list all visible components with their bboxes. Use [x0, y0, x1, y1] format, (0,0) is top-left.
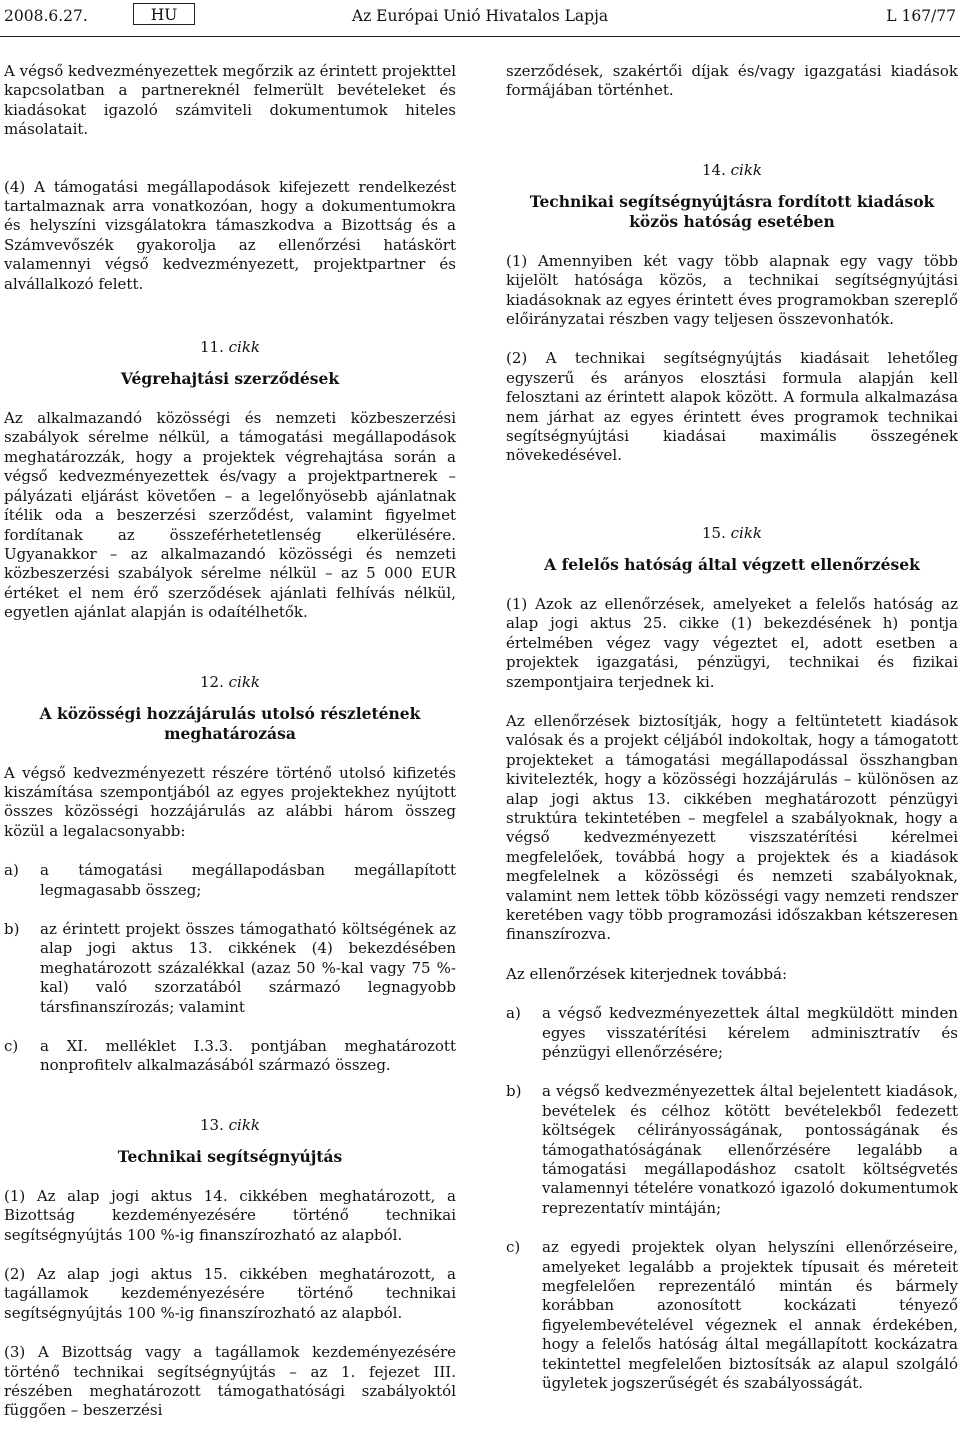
article-word: cikk: [228, 338, 261, 357]
paragraph: Az alkalmazandó közösségi és nemzeti közbeszerzési szabályok sérelme nélkül, a támogatási megállapodások meghatározzák, hogy a projektek végrehajtása során a végső kedvezményezettek és/vagy a projektpartnerek – pályázati eljárást követően – a legelőnyösebb ajánlatnak ítélik oda a beszerzési szerződést, valamint figyelmet fordítanak az összeférhetetlenség elkerülésére. Ugyanakkor – az alkalmazandó közösségi és nemzeti közbeszerzési szabályok sérelme nélkül – az 5 000 EUR értéket el nem érő szerződések ajánlati felhívás nélkül, egyetlen ajánlat alapján is odaítélhetők.: [4, 409, 456, 622]
list-item-label: c): [506, 1238, 521, 1257]
article-word: cikk: [730, 523, 763, 542]
article-word: cikk: [730, 160, 763, 179]
right-column: [506, 62, 958, 1394]
language-code-box: HU: [133, 3, 195, 25]
paragraph: (1) Amennyiben két vagy több alapnak egy vagy több kijelölt hatósága közös, a technikai segítségnyújtási kiadásoknak az egyes érintett éves programokban szereplő előirányzatai részben vagy teljesen összevonhatók.: [506, 251, 958, 329]
article-title: Technikai segítségnyújtásra fordított kiadások közös hatóság esetében: [529, 191, 935, 231]
paragraph: (2) A technikai segítségnyújtás kiadásait lehetőleg egyszerű és arányos elosztási formula alapján kell felosztani az érintett alapok között. A formula alkalmazása nem járhat az egyes érintett éves programok technikai segítségnyújtási kiadásai maximális összegének növekedésével.: [506, 349, 958, 465]
list-item: [506, 1004, 958, 1062]
article-number: [4, 673, 456, 692]
article-title: A közösségi hozzájárulás utolsó részletének meghatározása: [39, 703, 421, 743]
journal-title: Az Európai Unió Hivatalos Lapja: [351, 7, 609, 25]
paragraph: A végső kedvezményezett részére történő utolsó kifizetés kiszámítása szempontjából az egyes projektekhez nyújtott összes közösségi hozzájárulás az alábbi három összeg közül a legalacsonyabb:: [4, 763, 456, 840]
page-header: [0, 0, 960, 40]
article-number: [506, 524, 958, 543]
list-item: [506, 1082, 958, 1218]
page-reference: L 167/77: [886, 7, 956, 25]
list-item-label: b): [506, 1082, 522, 1101]
article-number-value: 12.: [199, 672, 224, 691]
list-item-label: a): [4, 861, 19, 880]
paragraph: (4) A támogatási megállapodások kifejezett rendelkezést tartalmaznak arra vonatkozóan, hogy a dokumentumokra és helyszíni vizsgálatokra támaszkodva a Bizottság és a Számvevőszék gyakorolja az ellenőrzési hatáskört valamennyi végső kedvezményezett, projektpartner és alvállalkozó felett.: [4, 177, 456, 293]
article-number: [506, 161, 958, 180]
article-word: cikk: [228, 672, 261, 691]
list-item-text: az egyedi projektek olyan helyszíni ellenőrzéseire, amelyeket legalább a projektek típusait és méreteit megfelelően reprezentáló mintán és bármely korábban azonosított kockázati tényező figyelembevételével végeznek el annak érdekében, hogy a felelős hatóság által megállapított kockázatra tekintettel megfelelően biztosítsák az alapul szolgáló ügyletek jogszerűségét és szabályosságát.: [542, 1238, 958, 1393]
header-divider: [0, 36, 960, 37]
article-number-value: 11.: [199, 338, 224, 357]
list-item-text: a végső kedvezményezettek által bejelentett kiadások, bevételek és célhoz kötött bevételekből fedezett költségek célirányosságának, pontosságának és támogathatóságának ellenőrzésére legalább a támogatási megállapodáshoz csatolt költségvetés valamennyi tételére vonatkozó igazoló dokumentumok reprezentatív mintáján;: [542, 1082, 958, 1217]
article-number: [4, 1116, 456, 1135]
list-item-text: a XI. melléklet I.3.3. pontjában meghatározott nonprofitelv alkalmazásából származó összeg.: [40, 1037, 456, 1075]
article-title: Végrehajtási szerződések: [120, 369, 340, 389]
paragraph: Az ellenőrzések biztosítják, hogy a feltüntetett kiadások valósak és a projekt céljából indokoltak, hogy a támogatott projekteket a támogatási megállapodással összhangban kivitelezték, hogy a közösségi hozzájárulás – különösen az alap jogi aktus 13. cikkében meghatározott pénzügyi struktúra tekintetében – megfelel a szabályoknak, hogy a végső kedvezményezett viszszatérítési kérelmei megfelelőek, továbbá hogy a projektek és a kiadások megfelelnek a közösségi és nemzeti szabályoknak, valamint nem lettek több közösségi vagy nemzeti rendszer keretében vagy több programozási időszakban kétszeresen finanszírozva.: [506, 711, 958, 944]
list-item: [506, 1238, 958, 1393]
header-date: 2008.6.27.: [4, 7, 88, 25]
list-item-label: c): [4, 1037, 19, 1055]
paragraph: (1) Azok az ellenőrzések, amelyeket a felelős hatóság az alap jogi aktus 25. cikke (1) bekezdésének h) pontja értelmében végez vagy végeztet el, adott esetben a projektek igazgatási, pénzügyi, technikai és fizikai szempontjaira terjednek ki.: [506, 594, 958, 691]
paragraph: szerződések, szakértői díjak és/vagy igazgatási kiadások formájában történhet.: [506, 62, 958, 100]
article-title: Technikai segítségnyújtás: [117, 1146, 343, 1166]
list-item-label: b): [4, 919, 20, 938]
article-number: [4, 338, 456, 357]
paragraph: (1) Az alap jogi aktus 14. cikkében meghatározott, a Bizottság kezdeményezésére történő technikai segítségnyújtás 100 %-ig finanszírozható az alapból.: [4, 1186, 456, 1244]
paragraph: A végső kedvezményezettek megőrzik az érintett projekttel kapcsolatban a partnereknél felmerült bevételeket és kiadásokat igazoló számviteli dokumentumok hiteles másolatait.: [4, 62, 457, 139]
article-number-value: 15.: [701, 523, 726, 542]
list-item-text: az érintett projekt összes támogatható költségének az alap jogi aktus 13. cikkének (4) bekezdésében meghatározott százalékkal (azaz 50 %-kal vagy 75 %-kal) való szorzatából származó legnagyobb társfinanszírozás; valamint: [40, 919, 456, 1016]
article-number-value: 14.: [701, 160, 726, 179]
list-item-label: a): [506, 1004, 521, 1023]
article-title: A felelős hatóság által végzett ellenőrzések: [544, 554, 920, 574]
paragraph: (3) A Bizottság vagy a tagállamok kezdeményezésére történő technikai segítségnyújtás – az 1. fejezet III. részében meghatározott támogathatósági szabályoktól függően – beszerzési: [4, 1343, 456, 1420]
article-number-value: 13.: [199, 1115, 224, 1134]
list-item: [4, 861, 456, 900]
list-item: [4, 1037, 456, 1076]
list-item-text: a végső kedvezményezettek által megküldött minden egyes visszatérítési kérelem adminisztratív és pénzügyi ellenőrzésére;: [542, 1004, 958, 1061]
paragraph: (2) Az alap jogi aktus 15. cikkében meghatározott, a tagállamok kezdeményezésére történő technikai segítségnyújtás 100 %-ig finanszírozható az alapból.: [4, 1265, 456, 1322]
list-item-text: a támogatási megállapodásban megállapított legmagasabb összeg;: [40, 861, 456, 899]
list-item: [4, 920, 456, 1017]
left-column: [4, 62, 456, 1421]
article-word: cikk: [228, 1115, 261, 1134]
paragraph: Az ellenőrzések kiterjednek továbbá:: [506, 964, 788, 983]
